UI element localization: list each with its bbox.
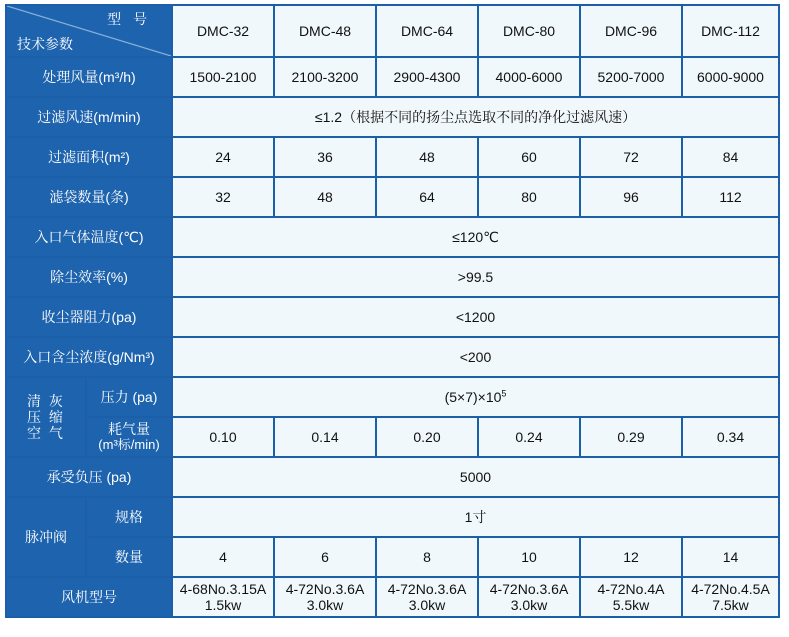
- resistance-row: [6, 297, 779, 337]
- inlet-dust-label: 入口含尘浓度(g/Nm³): [6, 337, 172, 377]
- pulse-quantity-value: 4: [172, 537, 274, 577]
- consumption-value: 0.10: [172, 417, 274, 457]
- airflow-value: 4000-6000: [478, 57, 580, 97]
- filter-area-value: 84: [682, 137, 779, 177]
- fan-cell: [478, 577, 580, 617]
- filter-area-label: 过滤面积(m²): [6, 137, 172, 177]
- airflow-value: 2100-3200: [274, 57, 376, 97]
- corner-params-label: 技术参数: [17, 36, 73, 52]
- pressure-value: [172, 377, 779, 417]
- fan-row: [6, 577, 779, 617]
- consumption-label-line1: 耗气量: [108, 421, 150, 437]
- bag-count-value: 64: [376, 177, 478, 217]
- corner-model-label: 型 号: [107, 11, 151, 27]
- fan-model: 4-72No.3.6A: [489, 581, 569, 597]
- fan-power: 3.0kw: [306, 597, 344, 613]
- spec-table: [5, 4, 780, 618]
- fan-power: 3.0kw: [408, 597, 446, 613]
- fan-cell: [682, 577, 779, 617]
- model-header: DMC-80: [478, 5, 580, 57]
- filter-speed-value: ≤1.2（根据不同的扬尘点选取不同的净化过滤风速）: [172, 97, 779, 137]
- bag-count-label: 滤袋数量(条): [6, 177, 172, 217]
- airflow-label: 处理风量(m³/h): [6, 57, 172, 97]
- pressure-row: [6, 377, 779, 417]
- cleaning-air-line: 清 灰: [27, 393, 65, 409]
- fan-model: 4-72No.3.6A: [387, 581, 467, 597]
- consumption-value: 0.29: [580, 417, 682, 457]
- pulse-quantity-value: 10: [478, 537, 580, 577]
- resistance-value: <1200: [172, 297, 779, 337]
- airflow-value: 2900-4300: [376, 57, 478, 97]
- bag-count-value: 32: [172, 177, 274, 217]
- inlet-temp-value: ≤120℃: [172, 217, 779, 257]
- pulse-quantity-row: [6, 537, 779, 577]
- filter-area-value: 36: [274, 137, 376, 177]
- fan-cell: [376, 577, 478, 617]
- filter-area-value: 24: [172, 137, 274, 177]
- filter-area-row: [6, 137, 779, 177]
- airflow-value: 1500-2100: [172, 57, 274, 97]
- pulse-quantity-value: 6: [274, 537, 376, 577]
- bag-count-value: 96: [580, 177, 682, 217]
- model-header: DMC-96: [580, 5, 682, 57]
- inlet-temp-label: 入口气体温度(℃): [6, 217, 172, 257]
- consumption-value: 0.24: [478, 417, 580, 457]
- pulse-spec-value: 1寸: [172, 497, 779, 537]
- consumption-value: 0.20: [376, 417, 478, 457]
- fan-power: 7.5kw: [712, 597, 749, 613]
- filter-speed-row: [6, 97, 779, 137]
- inlet-temp-row: [6, 217, 779, 257]
- fan-model: 4-72No.3.6A: [285, 581, 365, 597]
- efficiency-value: >99.5: [172, 257, 779, 297]
- model-header: DMC-112: [682, 5, 779, 57]
- consumption-label: [86, 417, 172, 457]
- bag-count-value: 80: [478, 177, 580, 217]
- model-header: DMC-48: [274, 5, 376, 57]
- consumption-value: 0.14: [274, 417, 376, 457]
- negative-pressure-label: 承受负压 (pa): [6, 457, 172, 497]
- airflow-value: 5200-7000: [580, 57, 682, 97]
- negative-pressure-value: 5000: [172, 457, 779, 497]
- fan-model: 4-72No.4A: [597, 581, 665, 597]
- bag-count-value: 48: [274, 177, 376, 217]
- fan-model: 4-68No.3.15A: [179, 581, 267, 597]
- fan-cell: [274, 577, 376, 617]
- pressure-label: 压力 (pa): [86, 377, 172, 417]
- consumption-row: [6, 417, 779, 457]
- pulse-quantity-label: 数量: [86, 537, 172, 577]
- pressure-value-base: (5×7)×10: [444, 389, 502, 405]
- filter-speed-label: 过滤风速(m/min): [6, 97, 172, 137]
- consumption-label-line2: (m³标/min): [98, 437, 160, 452]
- inlet-dust-value: <200: [172, 337, 779, 377]
- filter-area-value: 72: [580, 137, 682, 177]
- model-header: DMC-64: [376, 5, 478, 57]
- inlet-dust-row: [6, 337, 779, 377]
- pulse-spec-label: 规格: [86, 497, 172, 537]
- pulse-quantity-value: 12: [580, 537, 682, 577]
- efficiency-label: 除尘效率(%): [6, 257, 172, 297]
- airflow-row: [6, 57, 779, 97]
- header-row: [6, 5, 779, 57]
- fan-power: 1.5kw: [204, 597, 242, 613]
- bag-count-row: [6, 177, 779, 217]
- pressure-value-exponent: 5: [501, 388, 507, 399]
- filter-area-value: 60: [478, 137, 580, 177]
- fan-cell: [172, 577, 274, 617]
- cleaning-air-line: 压 缩: [27, 409, 65, 425]
- fan-power: 3.0kw: [510, 597, 548, 613]
- fan-model: 4-72No.4.5A: [691, 581, 770, 597]
- fan-label: 风机型号: [6, 577, 172, 617]
- pulse-spec-row: [6, 497, 779, 537]
- pulse-quantity-value: 8: [376, 537, 478, 577]
- negative-pressure-row: [6, 457, 779, 497]
- airflow-value: 6000-9000: [682, 57, 779, 97]
- fan-power: 5.5kw: [612, 597, 650, 613]
- pulse-valve-group-label: 脉冲阀: [6, 497, 86, 577]
- model-header: DMC-32: [172, 5, 274, 57]
- cleaning-air-line: 空 气: [27, 425, 65, 441]
- resistance-label: 收尘器阻力(pa): [6, 297, 172, 337]
- pulse-quantity-value: 14: [682, 537, 779, 577]
- consumption-value: 0.34: [682, 417, 779, 457]
- corner-header-cell: [6, 5, 172, 57]
- cleaning-air-group-label: [6, 377, 86, 457]
- filter-area-value: 48: [376, 137, 478, 177]
- fan-cell: [580, 577, 682, 617]
- bag-count-value: 112: [682, 177, 779, 217]
- efficiency-row: [6, 257, 779, 297]
